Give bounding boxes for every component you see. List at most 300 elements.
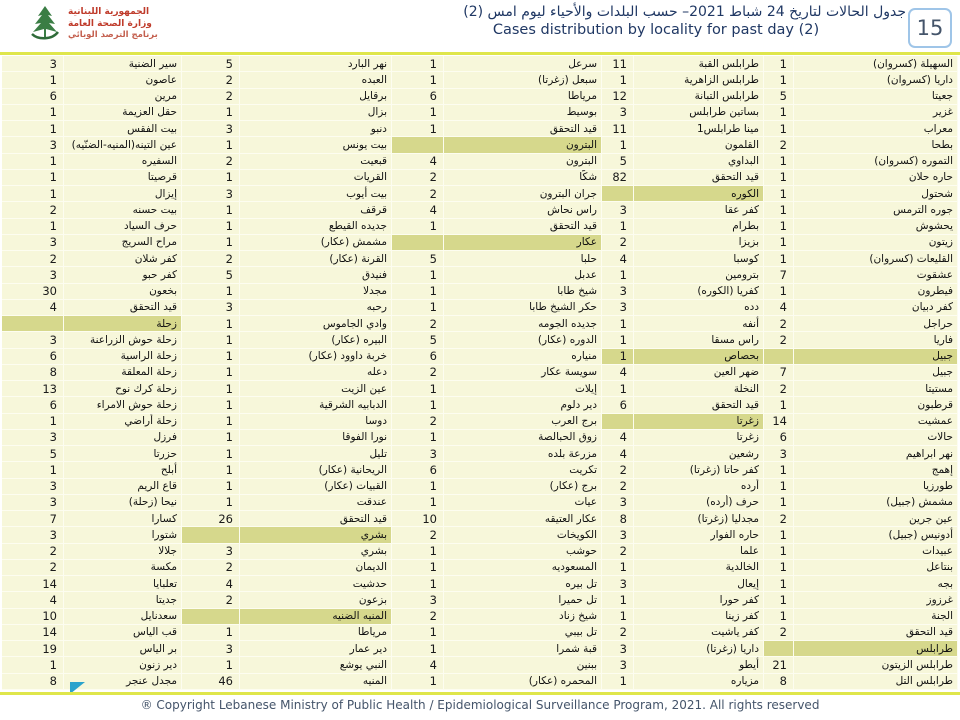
count-cell: 5 xyxy=(392,332,444,348)
locality-cell: طرابلس xyxy=(794,641,958,657)
count-cell: 3 xyxy=(2,527,64,543)
table-row xyxy=(2,105,958,121)
table-row xyxy=(2,381,958,397)
count-cell: 1 xyxy=(392,121,444,137)
page-title-arabic: جدول الحالات لتاريخ 24 شباط 2021– حسب البلدات والأحياء ليوم امس (2) xyxy=(463,4,906,20)
table-row xyxy=(2,170,958,186)
count-cell: 5 xyxy=(182,267,240,283)
count-cell: 1 xyxy=(182,414,240,430)
table-row xyxy=(2,316,958,332)
locality-cell: قيد التحقق xyxy=(794,625,958,641)
count-cell xyxy=(392,137,444,153)
locality-cell: حلبا xyxy=(444,251,602,267)
count-cell: 2 xyxy=(182,560,240,576)
count-cell: 3 xyxy=(2,430,64,446)
count-cell: 2 xyxy=(392,365,444,381)
locality-cell: دير دلوم xyxy=(444,397,602,413)
count-cell: 3 xyxy=(764,446,794,462)
locality-cell: قبعيت xyxy=(240,154,392,170)
locality-cell: دوسا xyxy=(240,414,392,430)
count-cell: 1 xyxy=(764,479,794,495)
table-row xyxy=(2,462,958,478)
locality-cell: شتورا xyxy=(64,527,182,543)
count-cell: 14 xyxy=(764,414,794,430)
locality-cell: سبعل (زغرتا) xyxy=(444,72,602,88)
count-cell: 2 xyxy=(182,89,240,105)
locality-cell: قاع الريم xyxy=(64,479,182,495)
count-cell: 6 xyxy=(2,89,64,105)
count-cell: 3 xyxy=(602,576,634,592)
count-cell: 1 xyxy=(182,105,240,121)
table-row xyxy=(2,592,958,608)
locality-cell: قيد التحقق xyxy=(634,397,764,413)
locality-cell: برج (عكار) xyxy=(444,479,602,495)
count-cell: 2 xyxy=(764,137,794,153)
count-cell: 1 xyxy=(764,251,794,267)
locality-cell: المنيه الضنيه xyxy=(240,609,392,625)
count-cell xyxy=(602,414,634,430)
locality-cell: مكسة xyxy=(64,560,182,576)
count-cell: 1 xyxy=(602,349,634,365)
count-cell: 1 xyxy=(602,316,634,332)
locality-cell: زغرتا xyxy=(634,414,764,430)
locality-cell: الكويخات xyxy=(444,527,602,543)
locality-cell: شيخ زناد xyxy=(444,609,602,625)
count-cell: 1 xyxy=(392,544,444,560)
locality-cell: فنيدق xyxy=(240,267,392,283)
count-cell: 3 xyxy=(602,641,634,657)
locality-cell: بشري xyxy=(240,544,392,560)
count-cell: 8 xyxy=(602,511,634,527)
locality-cell: تعلبايا xyxy=(64,576,182,592)
locality-cell: كفر زينا xyxy=(634,609,764,625)
count-cell: 21 xyxy=(764,657,794,673)
locality-cell: زحلة الراسية xyxy=(64,349,182,365)
title-block xyxy=(406,4,906,38)
count-cell: 5 xyxy=(602,154,634,170)
locality-cell: قيد التحقق xyxy=(64,300,182,316)
locality-cell: بحصاص xyxy=(634,349,764,365)
locality-cell: بزيزا xyxy=(634,235,764,251)
locality-cell: دده xyxy=(634,300,764,316)
locality-cell: داريا (كسروان) xyxy=(794,72,958,88)
locality-cell: عندقت xyxy=(240,495,392,511)
locality-cell: مجدل عنجر xyxy=(64,674,182,690)
count-cell: 1 xyxy=(182,235,240,251)
table-row xyxy=(2,446,958,462)
locality-cell: كوسبا xyxy=(634,251,764,267)
count-cell: 30 xyxy=(2,284,64,300)
locality-cell: عكار xyxy=(444,235,602,251)
locality-cell: رشعين xyxy=(634,446,764,462)
locality-cell: قبة شمرا xyxy=(444,641,602,657)
count-cell: 4 xyxy=(392,154,444,170)
locality-cell: عين الزيت xyxy=(240,381,392,397)
count-cell: 7 xyxy=(764,267,794,283)
locality-cell: الجنة xyxy=(794,609,958,625)
locality-cell: بشري xyxy=(240,527,392,543)
count-cell: 2 xyxy=(764,316,794,332)
locality-cell: طرابلس التل xyxy=(794,674,958,690)
count-cell: 1 xyxy=(764,609,794,625)
locality-cell: مجدليا (زغرتا) xyxy=(634,511,764,527)
locality-cell: جلالا xyxy=(64,544,182,560)
locality-cell: مجدلا xyxy=(240,284,392,300)
count-cell: 2 xyxy=(602,479,634,495)
locality-cell: دير عمار xyxy=(240,641,392,657)
locality-cell: الدبابيه الشرقية xyxy=(240,397,392,413)
locality-cell: نهر ابراهيم xyxy=(794,446,958,462)
locality-cell: دير زنون xyxy=(64,657,182,673)
locality-cell: شحتول xyxy=(794,186,958,202)
footer-divider xyxy=(0,692,960,695)
locality-cell: فرزل xyxy=(64,430,182,446)
count-cell: 4 xyxy=(392,657,444,673)
locality-cell: البيره (عكار) xyxy=(240,332,392,348)
locality-cell: ببنين xyxy=(444,657,602,673)
locality-cell: مشمش (جبيل) xyxy=(794,495,958,511)
locality-cell: حاره الفوار xyxy=(634,527,764,543)
locality-cell: فيطرون xyxy=(794,284,958,300)
locality-cell: عيات xyxy=(444,495,602,511)
table-row xyxy=(2,641,958,657)
table-row xyxy=(2,332,958,348)
locality-cell: بيت حسنه xyxy=(64,202,182,218)
locality-cell: كسارا xyxy=(64,511,182,527)
count-cell: 2 xyxy=(602,462,634,478)
count-cell: 2 xyxy=(392,170,444,186)
count-cell: 3 xyxy=(2,332,64,348)
logo-line-3: برنامج الترصد الوبائي xyxy=(68,29,158,40)
count-cell: 2 xyxy=(182,72,240,88)
logo-line-1: الجمهورية اللبنانية xyxy=(68,7,150,18)
count-cell: 1 xyxy=(764,495,794,511)
locality-cell: عشقوت xyxy=(794,267,958,283)
locality-cell: زغرتا xyxy=(634,430,764,446)
locality-cell: قيد التحقق xyxy=(444,121,602,137)
count-cell: 1 xyxy=(764,462,794,478)
locality-cell: مرياطا xyxy=(444,89,602,105)
count-cell: 1 xyxy=(182,381,240,397)
copyright-text: ® Copyright Lebanese Ministry of Public Health / Epidemiological Surveillance Program, 2021. All rights reserved xyxy=(140,698,820,712)
count-cell: 4 xyxy=(392,202,444,218)
locality-cell: عين جرين xyxy=(794,511,958,527)
locality-cell: التموره (كسروان) xyxy=(794,154,958,170)
count-cell: 2 xyxy=(182,251,240,267)
count-cell: 5 xyxy=(2,446,64,462)
count-cell: 6 xyxy=(392,89,444,105)
locality-cell: الريحانية (عكار) xyxy=(240,462,392,478)
locality-cell: جديده الجومه xyxy=(444,316,602,332)
count-cell: 2 xyxy=(764,381,794,397)
count-cell: 1 xyxy=(392,72,444,88)
count-cell: 14 xyxy=(2,576,64,592)
locality-cell: بزال xyxy=(240,105,392,121)
count-cell: 2 xyxy=(392,316,444,332)
count-cell: 1 xyxy=(2,657,64,673)
locality-cell: السهيلة (كسروان) xyxy=(794,56,958,72)
count-cell: 1 xyxy=(392,397,444,413)
locality-cell: سير الضنية xyxy=(64,56,182,72)
logo-text xyxy=(68,7,158,40)
count-cell: 3 xyxy=(602,527,634,543)
count-cell: 1 xyxy=(182,625,240,641)
count-cell: 3 xyxy=(602,284,634,300)
locality-cell: حراجل xyxy=(794,316,958,332)
locality-cell: بيت يونس xyxy=(240,137,392,153)
locality-cell: تكريت xyxy=(444,462,602,478)
count-cell: 2 xyxy=(764,511,794,527)
page-title-english: Cases distribution by locality for past day (2) xyxy=(492,22,820,38)
count-cell: 7 xyxy=(2,511,64,527)
count-cell: 6 xyxy=(2,349,64,365)
locality-cell: قرطبون xyxy=(794,397,958,413)
locality-cell: كفريا (الكوره) xyxy=(634,284,764,300)
locality-cell: سويسة عكار xyxy=(444,365,602,381)
locality-cell: كفر حبو xyxy=(64,267,182,283)
locality-cell: إهمج xyxy=(794,462,958,478)
count-cell: 1 xyxy=(2,186,64,202)
count-cell: 2 xyxy=(764,625,794,641)
locality-cell: القريات xyxy=(240,170,392,186)
locality-cell: نيحا (زحلة) xyxy=(64,495,182,511)
count-cell: 82 xyxy=(602,170,634,186)
header-divider xyxy=(0,52,960,55)
locality-cell: مينا طرابلس1 xyxy=(634,121,764,137)
count-cell: 2 xyxy=(602,235,634,251)
count-cell: 4 xyxy=(602,446,634,462)
count-cell: 2 xyxy=(2,202,64,218)
locality-cell: كفر حاتا (زغرتا) xyxy=(634,462,764,478)
count-cell xyxy=(182,609,240,625)
count-cell: 2 xyxy=(392,414,444,430)
count-cell: 1 xyxy=(182,170,240,186)
count-cell: 4 xyxy=(602,430,634,446)
count-cell: 4 xyxy=(2,592,64,608)
count-cell: 1 xyxy=(392,625,444,641)
table-row xyxy=(2,219,958,235)
table-row xyxy=(2,251,958,267)
ministry-logo xyxy=(28,4,158,44)
count-cell: 1 xyxy=(602,332,634,348)
count-cell: 8 xyxy=(764,674,794,690)
count-cell: 3 xyxy=(182,300,240,316)
locality-cell: فاريا xyxy=(794,332,958,348)
count-cell: 5 xyxy=(182,56,240,72)
table-row xyxy=(2,186,958,202)
locality-cell: بنتاعل xyxy=(794,560,958,576)
count-cell: 3 xyxy=(2,267,64,283)
table-row xyxy=(2,625,958,641)
locality-cell: رحبه xyxy=(240,300,392,316)
table-row xyxy=(2,479,958,495)
count-cell: 4 xyxy=(602,251,634,267)
locality-cell: حالات xyxy=(794,430,958,446)
count-cell xyxy=(602,186,634,202)
locality-cell: كفر ياشيت xyxy=(634,625,764,641)
locality-cell: علما xyxy=(634,544,764,560)
cedar-icon xyxy=(28,4,62,44)
count-cell: 1 xyxy=(764,56,794,72)
locality-cell: تل بيبي xyxy=(444,625,602,641)
table-row xyxy=(2,137,958,153)
count-cell: 1 xyxy=(602,72,634,88)
count-cell: 1 xyxy=(182,365,240,381)
count-cell: 1 xyxy=(182,332,240,348)
count-cell: 1 xyxy=(392,479,444,495)
count-cell: 1 xyxy=(2,72,64,88)
locality-cell: دنبو xyxy=(240,121,392,137)
locality-cell: حكر الشيخ طابا xyxy=(444,300,602,316)
locality-cell: القليعات (كسروان) xyxy=(794,251,958,267)
count-cell: 1 xyxy=(602,592,634,608)
locality-cell: قيد التحقق xyxy=(634,170,764,186)
locality-cell: شيخ طابا xyxy=(444,284,602,300)
locality-cell: قرقف xyxy=(240,202,392,218)
count-cell xyxy=(2,316,64,332)
count-cell: 26 xyxy=(182,511,240,527)
count-cell: 6 xyxy=(2,397,64,413)
locality-cell: أدونيس (جبيل) xyxy=(794,527,958,543)
count-cell: 2 xyxy=(2,560,64,576)
locality-cell: بخعون xyxy=(64,284,182,300)
locality-cell: أبلح xyxy=(64,462,182,478)
locality-cell: القرنة (عكار) xyxy=(240,251,392,267)
count-cell: 12 xyxy=(602,89,634,105)
locality-cell: عاصون xyxy=(64,72,182,88)
locality-cell: جبيل xyxy=(794,365,958,381)
table-row xyxy=(2,609,958,625)
locality-cell: الديمان xyxy=(240,560,392,576)
count-cell: 1 xyxy=(182,446,240,462)
locality-cell: جعيتا xyxy=(794,89,958,105)
locality-cell: غرزوز xyxy=(794,592,958,608)
count-cell: 3 xyxy=(2,137,64,153)
locality-cell: مستيتا xyxy=(794,381,958,397)
table-row xyxy=(2,89,958,105)
locality-cell: كفر شلان xyxy=(64,251,182,267)
table-row xyxy=(2,527,958,543)
count-cell: 1 xyxy=(182,430,240,446)
locality-cell: طرابلس الزيتون xyxy=(794,657,958,673)
count-cell: 2 xyxy=(602,625,634,641)
locality-cell: مزياره xyxy=(634,674,764,690)
count-cell: 1 xyxy=(392,267,444,283)
count-cell: 1 xyxy=(182,397,240,413)
locality-cell: أنفه xyxy=(634,316,764,332)
count-cell: 2 xyxy=(182,592,240,608)
count-cell: 1 xyxy=(182,462,240,478)
locality-cell: حوشب xyxy=(444,544,602,560)
count-cell: 1 xyxy=(764,576,794,592)
locality-cell: تل بيره xyxy=(444,576,602,592)
table-row xyxy=(2,349,958,365)
locality-cell: كفر حورا xyxy=(634,592,764,608)
table-row xyxy=(2,235,958,251)
count-cell: 4 xyxy=(182,576,240,592)
locality-cell: جديتا xyxy=(64,592,182,608)
count-cell: 3 xyxy=(602,657,634,673)
locality-cell: النبي يوشع xyxy=(240,657,392,673)
count-cell: 1 xyxy=(2,154,64,170)
count-cell: 1 xyxy=(764,235,794,251)
locality-cell: معراب xyxy=(794,121,958,137)
locality-cell: راس مسقا xyxy=(634,332,764,348)
count-cell: 1 xyxy=(764,202,794,218)
locality-cell: حرف السياد xyxy=(64,219,182,235)
locality-cell: ضهر العين xyxy=(634,365,764,381)
locality-cell: بطرام xyxy=(634,219,764,235)
locality-cell: أيطو xyxy=(634,657,764,673)
count-cell: 1 xyxy=(182,316,240,332)
locality-cell: قب الياس xyxy=(64,625,182,641)
locality-cell: غزير xyxy=(794,105,958,121)
count-cell: 1 xyxy=(764,154,794,170)
count-cell: 4 xyxy=(602,365,634,381)
table-row xyxy=(2,365,958,381)
count-cell: 6 xyxy=(392,462,444,478)
count-cell: 1 xyxy=(602,267,634,283)
table-row xyxy=(2,560,958,576)
locality-cell: بساتين طرابلس xyxy=(634,105,764,121)
count-cell: 1 xyxy=(182,479,240,495)
locality-cell: زوق الحبالصة xyxy=(444,430,602,446)
locality-cell: عكار العتيقه xyxy=(444,511,602,527)
count-cell: 1 xyxy=(392,576,444,592)
count-cell: 6 xyxy=(764,430,794,446)
table-row xyxy=(2,121,958,137)
locality-cell: شكّا xyxy=(444,170,602,186)
locality-cell: طورزيا xyxy=(794,479,958,495)
count-cell: 1 xyxy=(392,381,444,397)
page-number-badge: 15 xyxy=(908,8,952,48)
table-row xyxy=(2,72,958,88)
locality-cell: كفر عقا xyxy=(634,202,764,218)
table-row xyxy=(2,202,958,218)
table-row xyxy=(2,576,958,592)
count-cell: 11 xyxy=(602,56,634,72)
locality-cell: بر الياس xyxy=(64,641,182,657)
locality-cell: زحلة حوش الزراعنة xyxy=(64,332,182,348)
count-cell: 13 xyxy=(2,381,64,397)
locality-cell: البترون xyxy=(444,154,602,170)
count-cell: 1 xyxy=(392,560,444,576)
header xyxy=(0,0,960,52)
count-cell: 2 xyxy=(392,609,444,625)
locality-cell: نورا الفوقا xyxy=(240,430,392,446)
count-cell: 10 xyxy=(392,511,444,527)
count-cell: 3 xyxy=(2,495,64,511)
count-cell: 6 xyxy=(392,349,444,365)
locality-cell: طرابلس القبة xyxy=(634,56,764,72)
locality-cell: القلمون xyxy=(634,137,764,153)
count-cell: 3 xyxy=(602,495,634,511)
count-cell: 7 xyxy=(764,365,794,381)
locality-cell: نهر البارد xyxy=(240,56,392,72)
locality-cell: تل حميرا xyxy=(444,592,602,608)
table-row xyxy=(2,284,958,300)
count-cell: 10 xyxy=(2,609,64,625)
locality-cell: مرياطا xyxy=(240,625,392,641)
count-cell: 1 xyxy=(764,219,794,235)
count-cell xyxy=(764,641,794,657)
table-row xyxy=(2,430,958,446)
table-row xyxy=(2,544,958,560)
count-cell xyxy=(392,235,444,251)
locality-cell: بزعون xyxy=(240,592,392,608)
locality-cell: حدشيت xyxy=(240,576,392,592)
locality-cell: طرابلس التبانة xyxy=(634,89,764,105)
